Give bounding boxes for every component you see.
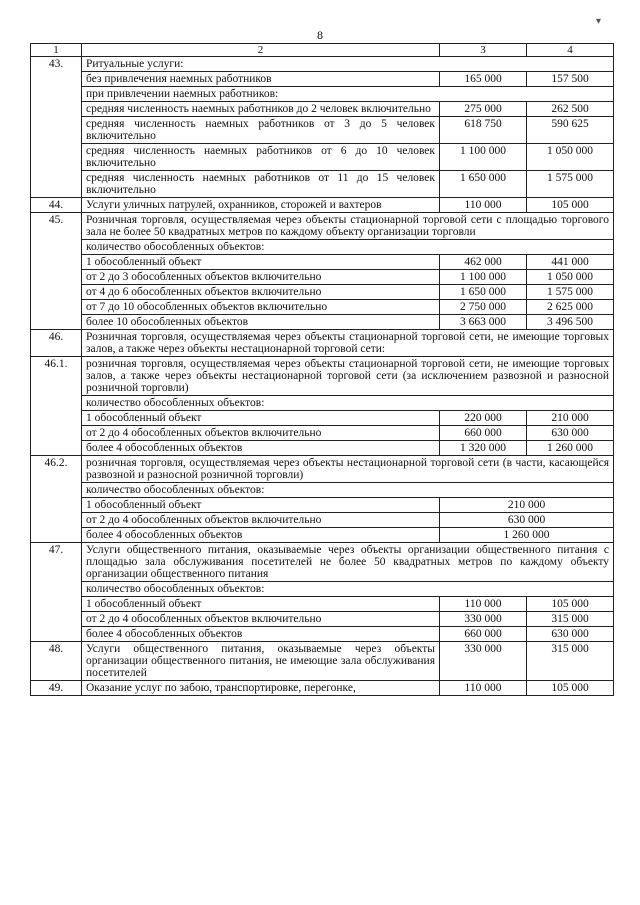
row-description: Услуги общественного питания, оказываемые через объекты организации общественного питания, не имеющие зала обслуживания посетителей (82, 642, 440, 681)
value-col-3: 110 000 (440, 597, 527, 612)
table-row (31, 117, 614, 144)
value-col-4: 157 500 (527, 72, 614, 87)
table-row (31, 411, 614, 426)
table-row (31, 300, 614, 315)
row-description: 1 обособленный объект (82, 498, 440, 513)
row-description: более 4 обособленных объектов (82, 528, 440, 543)
row-description: от 2 до 4 обособленных объектов включительно (82, 426, 440, 441)
table-row (31, 426, 614, 441)
header-col-4: 4 (527, 44, 614, 57)
row-description: Розничная торговля, осуществляемая через объекты стационарной торговой сети, не имеющие торговых залов, а также через объекты нестационарной торговой сети: (82, 330, 614, 357)
header-col-2: 2 (82, 44, 440, 57)
value-col-3: 660 000 (440, 426, 527, 441)
row-description: количество обособленных объектов: (82, 582, 614, 597)
item-number: 46.2. (31, 456, 82, 543)
value-col-3: 110 000 (440, 198, 527, 213)
table-row (31, 681, 614, 696)
value-col-4: 1 260 000 (527, 441, 614, 456)
value-col-3: 165 000 (440, 72, 527, 87)
table-row (31, 240, 614, 255)
table-row (31, 582, 614, 597)
table-row (31, 255, 614, 270)
row-description: Ритуальные услуги: (82, 57, 614, 72)
table-row (31, 57, 614, 72)
table-row (31, 483, 614, 498)
row-description: более 4 обособленных объектов (82, 441, 440, 456)
value-col-3: 330 000 (440, 612, 527, 627)
table-row (31, 396, 614, 411)
row-description: средняя численность наемных работников от 11 до 15 человек включительно (82, 171, 440, 198)
merged-value: 1 260 000 (440, 528, 614, 543)
row-description: от 2 до 4 обособленных объектов включительно (82, 513, 440, 528)
item-number: 43. (31, 57, 82, 198)
value-col-4: 2 625 000 (527, 300, 614, 315)
value-col-4: 315 000 (527, 642, 614, 681)
value-col-3: 618 750 (440, 117, 527, 144)
row-description: 1 обособленный объект (82, 411, 440, 426)
row-description: количество обособленных объектов: (82, 240, 614, 255)
value-col-4: 590 625 (527, 117, 614, 144)
table-row (31, 144, 614, 171)
table-row (31, 528, 614, 543)
row-description: средняя численность наемных работников до 2 человек включительно (82, 102, 440, 117)
item-number: 48. (31, 642, 82, 681)
row-description: 1 обособленный объект (82, 255, 440, 270)
rates-table (30, 43, 614, 696)
table-row (31, 357, 614, 396)
item-number: 46.1. (31, 357, 82, 456)
scan-speck: ▾ (596, 16, 602, 27)
header-row (31, 44, 614, 57)
value-col-3: 462 000 (440, 255, 527, 270)
row-description: средняя численность наемных работников от 3 до 5 человек включительно (82, 117, 440, 144)
table-row (31, 213, 614, 240)
table-row (31, 270, 614, 285)
item-number: 45. (31, 213, 82, 330)
value-col-3: 2 750 000 (440, 300, 527, 315)
row-description: 1 обособленный объект (82, 597, 440, 612)
value-col-3: 275 000 (440, 102, 527, 117)
table-row (31, 498, 614, 513)
value-col-4: 1 050 000 (527, 270, 614, 285)
table-row (31, 198, 614, 213)
value-col-4: 315 000 (527, 612, 614, 627)
value-col-3: 1 320 000 (440, 441, 527, 456)
table-row (31, 642, 614, 681)
row-description: средняя численность наемных работников от 6 до 10 человек включительно (82, 144, 440, 171)
value-col-4: 210 000 (527, 411, 614, 426)
value-col-3: 330 000 (440, 642, 527, 681)
value-col-4: 105 000 (527, 198, 614, 213)
value-col-4: 105 000 (527, 597, 614, 612)
row-description: Услуги уличных патрулей, охранников, сторожей и вахтеров (82, 198, 440, 213)
row-description: более 10 обособленных объектов (82, 315, 440, 330)
row-description: розничная торговля, осуществляемая через объекты нестационарной торговой сети (в части, касающейся развозной и разносной розничной торговли) (82, 456, 614, 483)
row-description: от 2 до 3 обособленных объектов включительно (82, 270, 440, 285)
row-description: Розничная торговля, осуществляемая через объекты стационарной торговой сети с площадью торгового зала не более 50 квадратных метров по каждому объекту организации торговли (82, 213, 614, 240)
value-col-4: 1 575 000 (527, 285, 614, 300)
value-col-3: 110 000 (440, 681, 527, 696)
table-row (31, 543, 614, 582)
row-description: количество обособленных объектов: (82, 396, 614, 411)
merged-value: 630 000 (440, 513, 614, 528)
row-description: при привлечении наемных работников: (82, 87, 614, 102)
table-row (31, 441, 614, 456)
row-description: более 4 обособленных объектов (82, 627, 440, 642)
table-row (31, 87, 614, 102)
value-col-4: 1 050 000 (527, 144, 614, 171)
row-description: розничная торговля, осуществляемая через объекты стационарной торговой сети, не имеющие торговых залов, а также через объекты нестационарной торговой сети (за исключением развозной и разносной розничной торговли) (82, 357, 614, 396)
row-description: Оказание услуг по забою, транспортировке, перегонке, (82, 681, 440, 696)
row-description: от 7 до 10 обособленных объектов включительно (82, 300, 440, 315)
page-number: 8 (317, 28, 323, 42)
row-description: без привлечения наемных работников (82, 72, 440, 87)
table-row (31, 612, 614, 627)
table-row (31, 285, 614, 300)
table-row (31, 597, 614, 612)
value-col-3: 220 000 (440, 411, 527, 426)
table-row (31, 456, 614, 483)
item-number: 47. (31, 543, 82, 642)
header-col-1: 1 (31, 44, 82, 57)
table-row (31, 102, 614, 117)
row-description: Услуги общественного питания, оказываемые через объекты организации общественного питания с площадью зала обслуживания посетителей не более 50 квадратных метров по каждому объекту организации общественного питания (82, 543, 614, 582)
table-row (31, 315, 614, 330)
table-row (31, 72, 614, 87)
item-number: 44. (31, 198, 82, 213)
value-col-3: 660 000 (440, 627, 527, 642)
value-col-4: 1 575 000 (527, 171, 614, 198)
row-description: количество обособленных объектов: (82, 483, 614, 498)
value-col-3: 1 100 000 (440, 144, 527, 171)
row-description: от 2 до 4 обособленных объектов включительно (82, 612, 440, 627)
value-col-4: 3 496 500 (527, 315, 614, 330)
table-row (31, 171, 614, 198)
table-row (31, 513, 614, 528)
item-number: 46. (31, 330, 82, 357)
value-col-4: 441 000 (527, 255, 614, 270)
row-description: от 4 до 6 обособленных объектов включительно (82, 285, 440, 300)
item-number: 49. (31, 681, 82, 696)
table-row (31, 627, 614, 642)
value-col-3: 1 650 000 (440, 285, 527, 300)
header-col-3: 3 (440, 44, 527, 57)
merged-value: 210 000 (440, 498, 614, 513)
value-col-3: 3 663 000 (440, 315, 527, 330)
table-row (31, 330, 614, 357)
value-col-4: 630 000 (527, 627, 614, 642)
value-col-3: 1 650 000 (440, 171, 527, 198)
value-col-4: 630 000 (527, 426, 614, 441)
value-col-4: 262 500 (527, 102, 614, 117)
value-col-4: 105 000 (527, 681, 614, 696)
value-col-3: 1 100 000 (440, 270, 527, 285)
